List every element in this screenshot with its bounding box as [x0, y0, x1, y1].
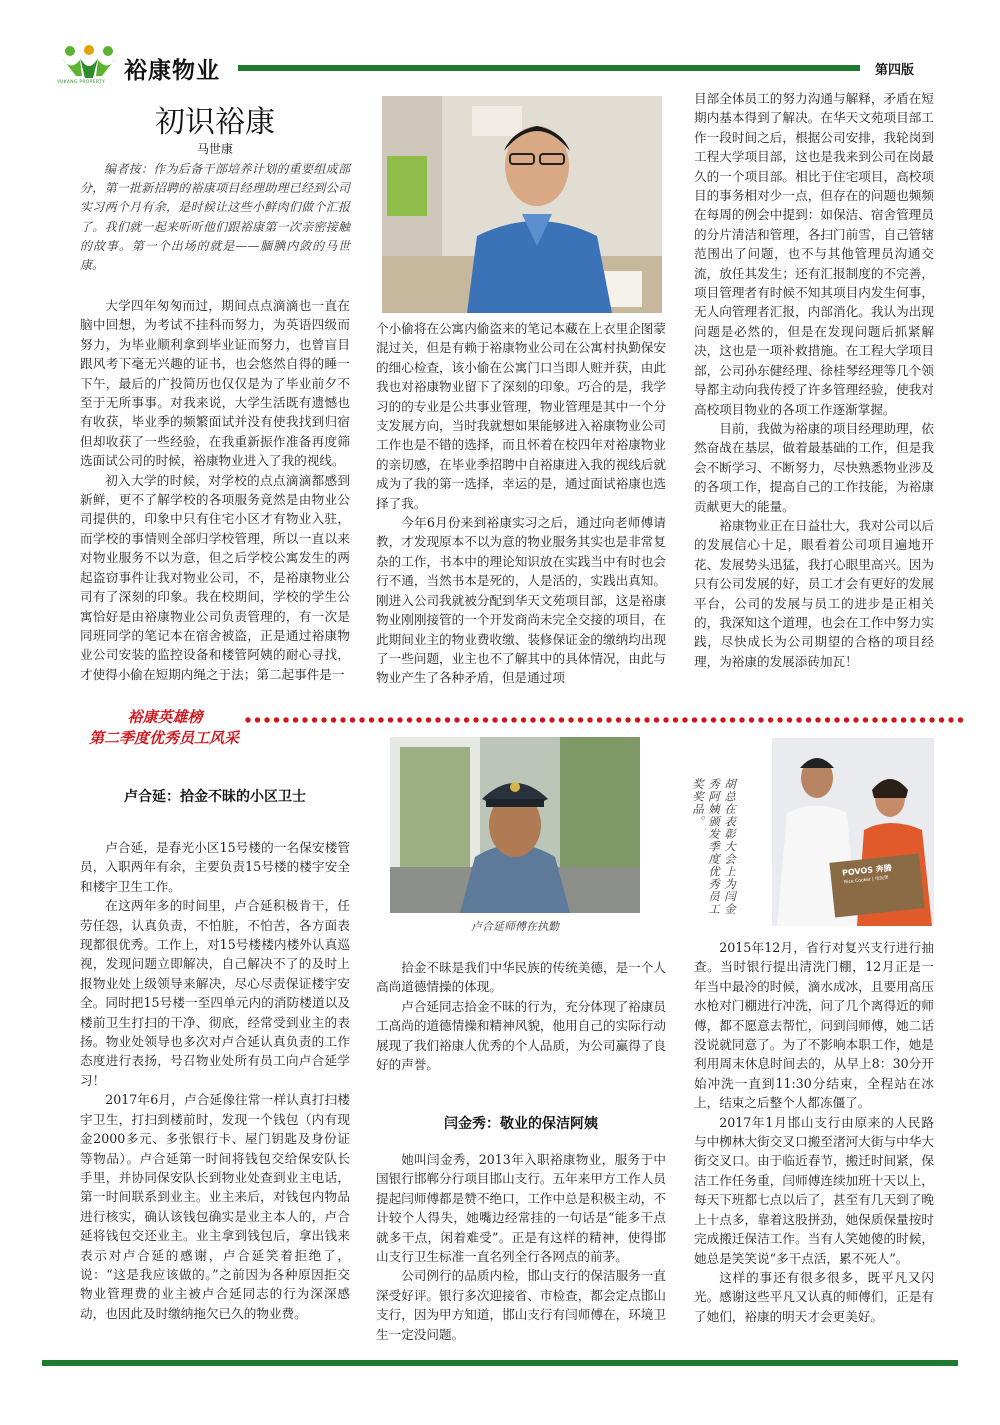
divider-dot — [435, 717, 440, 722]
divider-dot — [454, 717, 459, 722]
paragraph: 2015年12月，省行对复兴支行进行抽查。当时银行提出清洗门棚，12月正是一年当中最冷的时候，滴水成冰，且要用高压水枪对门棚进行冲洗，问了几个离得近的师傅，都不愿意去帮忙，问到闫师傅，她二话没说就同意了。为了不影响本职工作，她是利用周末休息时间去的，从早上8：30分开始冲洗一直到11:30分结束，全程站在冰上，结束之后整个人都冻僵了。 — [694, 940, 934, 1111]
divider-dot — [891, 717, 896, 722]
photo-caption: 卢合延师傅在执勤 — [471, 920, 559, 933]
divider-dot — [464, 717, 469, 722]
paragraph: 这样的事还有很多很多，既平凡又闪光。感谢这些平凡又认真的师傅们，正是有了她们，裕康的明天才会更美好。 — [694, 1269, 934, 1324]
divider-dot — [768, 717, 773, 722]
divider-dot — [445, 717, 450, 722]
section2-heading-line1: 裕康英雄榜 — [127, 708, 203, 726]
editor-note-text: 编者按：作为后备干部培养计划的重要组成部分，第一批新招聘的裕康项目经理助理已经到公司实习两个月有余，是时候让这些小鲜肉们做个汇报了。我们就一起来听听他们跟裕康第一次亲密接触的故事。第一个出场的就是——腼腆内敛的马世康。 — [80, 162, 350, 273]
divider-dot — [331, 717, 336, 722]
divider-dot — [568, 717, 573, 722]
paragraph: 个小偷将在公寓内偷盗来的笔记本藏在上衣里企图蒙混过关，但是有赖于裕康物业公司在公寓村执勤保安的细心检查，该小偷在公寓门口当即人赃并获，由此我也对裕康物业留下了深刻的印象。巧合的是，我学习的的专业是公共事业管理，物业管理是其中一个分支发展方向，当时我就想如果能够进入裕康物业公司工作也是不错的选择，而且怀着在校四年对裕康物业的亲切感，在毕业季招聘中自裕康进入我的视线后就成为了我的第一选择，幸运的是，通过面试裕康也选择了我。 — [376, 321, 666, 511]
paragraph: 卢合延同志拾金不昧的行为，充分体现了裕康员工高尚的道德情操和精神风貌，他用自己的实际行动展现了我们裕康人优秀的个人品质，为公司赢得了良好的声誉。 — [376, 998, 666, 1073]
divider-dot — [530, 717, 535, 722]
divider-dot — [663, 717, 668, 722]
article1-col3 — [694, 89, 934, 671]
vertical-caption: 胡总在表彰大会上为闫金秀阿姨颁发季度优秀员工奖奖品。 — [691, 778, 737, 916]
article1-col1 — [80, 296, 350, 684]
divider-dot — [739, 717, 744, 722]
paragraph: 大学四年匆匆而过，期间点点滴滴也一直在脑中回想，为考试不挂科而努力，为英语四级而努力，为毕业顺利拿到毕业证而努力，也曾盲目跟风考下毫无兴趣的证书，也会悠然自得的睡一下午，最后的广投简历也仅仅是为了毕业前夕不至于无所事事。对我来说，大学生活既有遗憾也有收获，毕业季的频繁面试并没有使我找到归宿但却收获了一些经验，在我重新振作准备再度筛选面试公司的时候，裕康物业进入了我的视线。 — [80, 298, 350, 469]
article3-col2 — [376, 1150, 666, 1344]
divider-dot — [473, 717, 478, 722]
divider-dot — [882, 717, 887, 722]
divider-dot — [302, 717, 307, 722]
article2-col2 — [376, 958, 666, 1074]
divider-dot — [521, 717, 526, 722]
divider-dot — [606, 717, 611, 722]
divider-dot — [929, 717, 934, 722]
divider-dot — [872, 717, 877, 722]
divider-dot — [388, 717, 393, 722]
article2-title: 卢合延：拾金不昧的小区卫士 — [124, 789, 306, 805]
divider-dot — [578, 717, 583, 722]
divider-dot — [939, 717, 944, 722]
paragraph: 今年6月份来到裕康实习之后，通过向老师傅请教，才发现原本不以为意的物业服务其实也是非常复杂的工作，书本中的理论知识放在实践当中有时也会行不通，当然书本是死的，人是活的，实践出真知。刚进入公司我就被分配到华天文苑项目部，这是裕康物业刚刚接管的一个开发商尚未完全交接的项目，在此期间业主的物业费收缴、装修保证金的缴纳均出现了一些问题，业主也不了解其中的具体情况，由此与物业产生了各种矛盾，但是通过项 — [376, 515, 666, 686]
divider-dot — [796, 717, 801, 722]
divider-dot — [701, 717, 706, 722]
guard-photo-icon — [390, 737, 640, 913]
paragraph: 目前，我做为裕康的项目经理助理，依然奋战在基层，做着最基础的工作，但是我会不断学习、不断努力，尽快熟悉物业涉及的各项工作，提高自己的工作技能，为裕康贡献更大的能量。 — [694, 420, 934, 514]
divider-dot — [844, 717, 849, 722]
header — [0, 0, 1000, 92]
divider-dot — [654, 717, 659, 722]
divider-dot — [426, 717, 431, 722]
divider-dot — [407, 717, 412, 722]
divider-dot — [549, 717, 554, 722]
editor-note — [80, 160, 350, 275]
paragraph: 2017年1月邯山支行由原来的人民路与中栁林大街交叉口搬至渚河大街与中华大街交叉口。由于临近春节，搬迁时间紧，保洁工作任务重，闫师傅连续加班十天以上，每天下班都七点以后了，甚至有几天到了晚上十点多，靠着这股拼劲，她保质保量按时完成搬迁保洁工作。当有人笑她傻的时候，她总是笑笑说“多干点活，累不死人”。 — [694, 1114, 934, 1266]
logo-text: 裕康物业 — [124, 58, 220, 84]
divider-dot — [749, 717, 754, 722]
photo-award — [772, 738, 934, 926]
divider-dot — [416, 717, 421, 722]
divider-dot — [312, 717, 317, 722]
divider-dot — [559, 717, 564, 722]
paragraph: 2017年6月，卢合延像往常一样认真打扫楼宇卫生，打扫到楼前时，发现一个钱包（内有现金2000多元、多张银行卡、屋门钥匙及身份证等物品）。卢合延第一时间将钱包交给保安队长手里，并协同保安队长到物业处查到业主电话，第一时间联系到业主。业主来后，对钱包内物品进行核实，确认该钱包确实是业主本人的，卢合延将钱包交还业主。业主拿到钱包后，拿出钱来表示对卢合延的感谢，卢合延笑着拒绝了，说：“这是我应该做的。”之前因为各种原因拒交物业管理费的业主被卢合延同志的行为深深感动，也因此及时缴纳拖欠已久的物业费。 — [80, 1092, 350, 1321]
divider-dot — [255, 717, 260, 722]
divider-dot — [730, 717, 735, 722]
divider-dot — [948, 717, 953, 722]
divider-dot — [901, 717, 906, 722]
divider-dot — [711, 717, 716, 722]
divider-dot — [245, 717, 250, 722]
divider-dot — [910, 717, 915, 722]
divider-dot — [815, 717, 820, 722]
paragraph: 卢合延，是春光小区15号楼的一名保安楼管员，入职两年有余，主要负责15号楼的楼宇安全和楼宇卫生工作。 — [80, 840, 350, 894]
divider-dot — [483, 717, 488, 722]
divider-dot — [758, 717, 763, 722]
divider-dot — [806, 717, 811, 722]
header-rule — [238, 65, 860, 71]
paragraph: 她叫闫金秀，2013年入职裕康物业，服务于中国银行邯郸分行项目邯山支行。五年来甲方工作人员提起闫师傅都是赞不绝口，工作中总是积极主动，不计较个人得失，她嘴边经常挂的一句话是“能多干点就多干点，闲着难受”。正是有这样的精神，使得邯山支行卫生标准一直名列全行各网点的前茅。 — [376, 1152, 666, 1265]
divider-dot — [834, 717, 839, 722]
paragraph: 目部全体员工的努力沟通与解释，矛盾在短期内基本得到了解决。在华天文苑项目部工作一段时间之后，根据公司安排，我轮岗到工程大学项目部，这也是我来到公司在岗最久的一个项目部。相比于住宅项目，高校项目的事务相对少一点，但存在的问题也频频在每周的例会中提到：如保洁、宿舍管理员的分片清洁和管理，各扫门前雪，自己管辖范围出了问题，也不与其他管理员沟通交流，放任其发生；还有汇报制度的不完善，项目管理者有时候不知其项目内发生何事，无人向管理者汇报，内部消化。我认为出现问题是必然的，但是在发现问题后抓紧解决，这也是一项补救措施。在工程大学项目部，公司孙东健经理、徐桂琴经理等几个领导都主动向我传授了许多管理经验，使我对高校项目物业的各项工作逐渐掌握。 — [694, 91, 934, 417]
paragraph: 拾金不昧是我们中华民族的传统美德，是一个人高尚道德情操的体现。 — [376, 960, 666, 995]
divider-dot — [635, 717, 640, 722]
divider-dot — [511, 717, 516, 722]
divider-dot — [825, 717, 830, 722]
person-photo-icon — [382, 96, 662, 313]
divider-dot — [863, 717, 868, 722]
divider-dot — [673, 717, 678, 722]
divider-dot — [787, 717, 792, 722]
photo-ma-shikang — [382, 96, 662, 313]
paragraph: 初入大学的时候，对学校的点点滴滴都感到新鲜，更不了解学校的各项服务竟然是由物业公司提供的，印象中只有住宅小区才有物业入驻，而学校的事情则全部归学校管理，所以一直以来对物业服务不以为意，但之后学校公寓发生的两起盗窃事件让我对物业公司，不，是裕康物业公司有了深刻的印象。我在校期间，学校的学生公寓恰好是由裕康物业公司负责管理的，有一次是同班同学的笔记本在宿舍被盗，正是通过裕康物业公司安装的监控设备和楼管阿姨的耐心寻找，才使得小偷在短期内绳之于法；第二起事件是一 — [80, 472, 350, 682]
divider-dot — [720, 717, 725, 722]
divider-dot — [502, 717, 507, 722]
divider-dot — [644, 717, 649, 722]
section2-heading-line2: 第二季度优秀员工风采 — [88, 729, 239, 747]
divider-dot — [492, 717, 497, 722]
divider-dot — [397, 717, 402, 722]
footer-rule — [42, 1360, 958, 1366]
article3-title: 闫金秀：敬业的保洁阿姨 — [444, 1116, 598, 1132]
divider-dot — [625, 717, 630, 722]
dotted-divider — [245, 715, 970, 725]
box-sub-text: Rice Cooker | 电饭煲 — [843, 875, 889, 886]
divider-dot — [264, 717, 269, 722]
article1-title: 初识裕康 — [155, 105, 275, 140]
page-label: 第四版 — [875, 63, 915, 78]
divider-dot — [321, 717, 326, 722]
divider-dot — [958, 717, 963, 722]
divider-dot — [293, 717, 298, 722]
photo-lu-heyan — [390, 737, 640, 913]
paragraph: 裕康物业正在日益壮大，我对公司以后的发展信心十足，眼看着公司项目遍地开花、发展势头迅猛，我打心眼里高兴。因为只有公司发展的好，员工才会有更好的发展平台，公司的发展与员工的进步是正相关的，我深知这个道理，也会在工作中努力实践，尽快成长为公司期望的合格的项目经理，为裕康的发展添砖加瓦！ — [694, 517, 934, 669]
divider-dot — [283, 717, 288, 722]
divider-dot — [378, 717, 383, 722]
article3-col3 — [694, 938, 934, 1326]
article1-col2 — [376, 319, 666, 688]
award-photo-icon — [772, 738, 934, 926]
article2-col1 — [80, 838, 350, 1323]
paragraph: 在这两年多的时间里，卢合延积极肯干，任劳任怨，认真负责，不怕脏，不怕苦，各方面表现都很优秀。工作上，对15号楼楼内楼外认真巡视，发现问题立即解决，自己解决不了的及时上报物业处上级领导来解决，尽心尽责保证楼宇安全。同时把15号楼一至四单元内的消防楼道以及楼前卫生打扫的干净、彻底，经常受到业主的表扬。物业处领导也多次对卢合延认真负责的工作态度进行表扬，号召物业处所有员工向卢合延学习！ — [80, 898, 350, 1088]
divider-dot — [616, 717, 621, 722]
divider-dot — [350, 717, 355, 722]
divider-dot — [369, 717, 374, 722]
divider-dot — [920, 717, 925, 722]
logo-subtext: YUKANG PROPERTY — [57, 80, 106, 85]
divider-dot — [597, 717, 602, 722]
divider-dot — [777, 717, 782, 722]
paragraph: 公司例行的品质内检，邯山支行的保洁服务一直深受好评。银行多次迎接省、市检查，都会定点邯山支行，因为甲方知道，邯山支行有闫师傅在，环境卫生一定没问题。 — [376, 1268, 666, 1342]
divider-dot — [853, 717, 858, 722]
divider-dot — [682, 717, 687, 722]
logo-icon — [60, 44, 118, 84]
article1-author: 马世康 — [196, 142, 233, 156]
divider-dot — [587, 717, 592, 722]
divider-dot — [274, 717, 279, 722]
divider-dot — [692, 717, 697, 722]
divider-dot — [540, 717, 545, 722]
divider-dot — [340, 717, 345, 722]
box-brand-text: POVOS 奔腾 — [841, 863, 893, 878]
divider-dot — [359, 717, 364, 722]
